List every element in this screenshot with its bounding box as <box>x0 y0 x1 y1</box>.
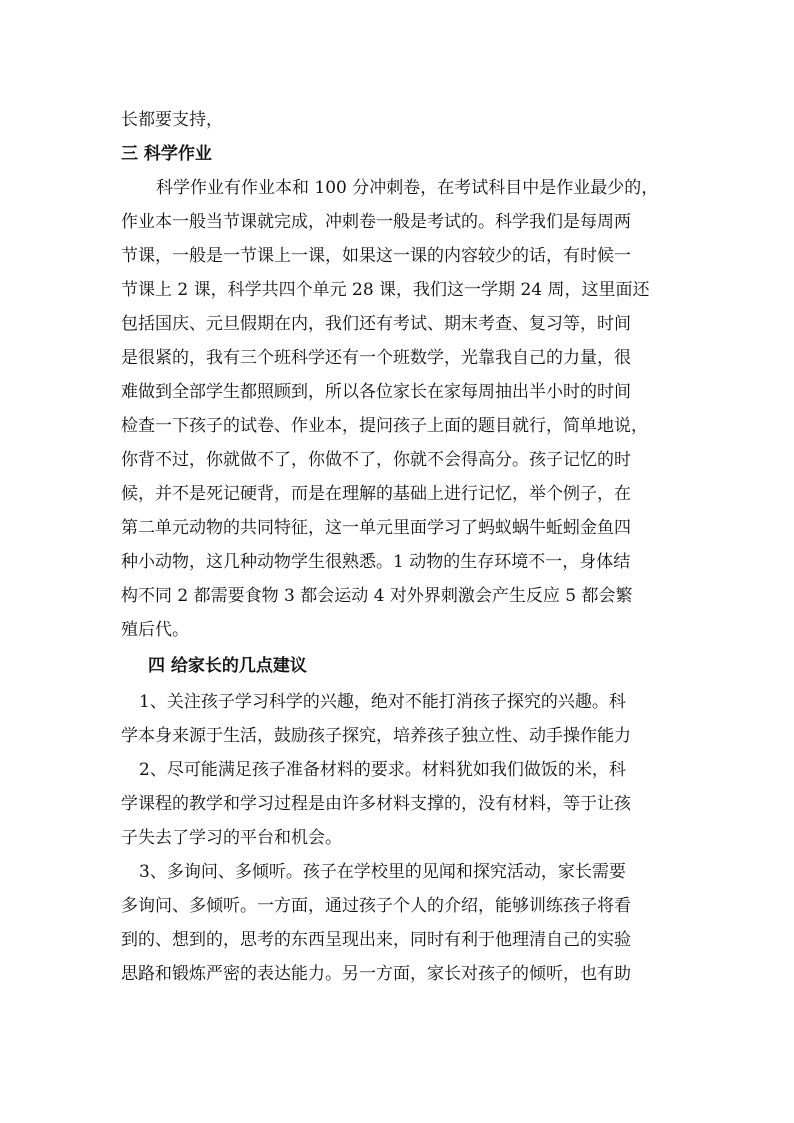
text-line: 殖后代。 <box>121 620 189 640</box>
text-line: 作业本一般当节课就完成，冲刺卷一般是考试的。科学我们是每周两 <box>121 212 631 232</box>
text-line: 第二单元动物的共同特征，这一单元里面学习了蚂蚁蜗牛蚯蚓金鱼四 <box>121 518 631 538</box>
text-line: 候，并不是死记硬背，而是在理解的基础上进行记忆，举个例子，在 <box>121 484 631 504</box>
text-line: 检查一下孩子的试卷、作业本，提问孩子上面的题目就行，简单地说， <box>121 416 648 436</box>
text-line: 构不同 2 都需要食物 3 都会运动 4 对外界刺激会产生反应 5 都会繁 <box>121 586 633 606</box>
text-line: 学本身来源于生活，鼓励孩子探究，培养孩子独立性、动手操作能力 <box>121 726 631 746</box>
text-line: 多询问、多倾听。一方面，通过孩子个人的介绍，能够训练孩子将看 <box>121 896 631 916</box>
text-line: 包括国庆、元旦假期在内，我们还有考试、期末考查、复习等，时间 <box>121 314 631 334</box>
section-heading-science-homework: 三 科学作业 <box>121 144 212 164</box>
text-line: 3、多询问、多倾听。孩子在学校里的见闻和探究活动，家长需要 <box>139 862 626 882</box>
text-line: 节课上 2 课，科学共四个单元 28 课，我们这一学期 24 周，这里面还 <box>121 280 650 300</box>
text-line: 你背不过，你就做不了，你做不了，你就不会得高分。孩子记忆的时 <box>121 450 631 470</box>
section-heading-parent-suggestions: 四 给家长的几点建议 <box>148 656 307 676</box>
text-line: 学课程的教学和学习过程是由许多材料支撑的，没有材料，等于让孩 <box>121 794 631 814</box>
text-line: 1、关注孩子学习科学的兴趣，绝对不能打消孩子探究的兴趣。科 <box>139 692 626 712</box>
text-line: 思路和锻炼严密的表达能力。另一方面，家长对孩子的倾听，也有助 <box>121 964 631 984</box>
text-line: 是很紧的，我有三个班科学还有一个班数学，光靠我自己的力量，很 <box>121 348 631 368</box>
text-line: 难做到全部学生都照顾到，所以各位家长在家每周抽出半小时的时间 <box>121 382 631 402</box>
text-line: 科学作业有作业本和 100 分冲刺卷，在考试科目中是作业最少的， <box>156 178 659 198</box>
text-line: 种小动物，这几种动物学生很熟悉。1 动物的生存环境不一，身体结 <box>121 552 631 572</box>
text-line: 到的、想到的，思考的东西呈现出来，同时有利于他理清自己的实验 <box>121 930 631 950</box>
text-line: 子失去了学习的平台和机会。 <box>121 828 342 848</box>
text-line: 长都要支持， <box>121 110 223 130</box>
text-line: 2、尽可能满足孩子准备材料的要求。材料犹如我们做饭的米，科 <box>139 760 626 780</box>
text-line: 节课，一般是一节课上一课，如果这一课的内容较少的话，有时候一 <box>121 246 631 266</box>
